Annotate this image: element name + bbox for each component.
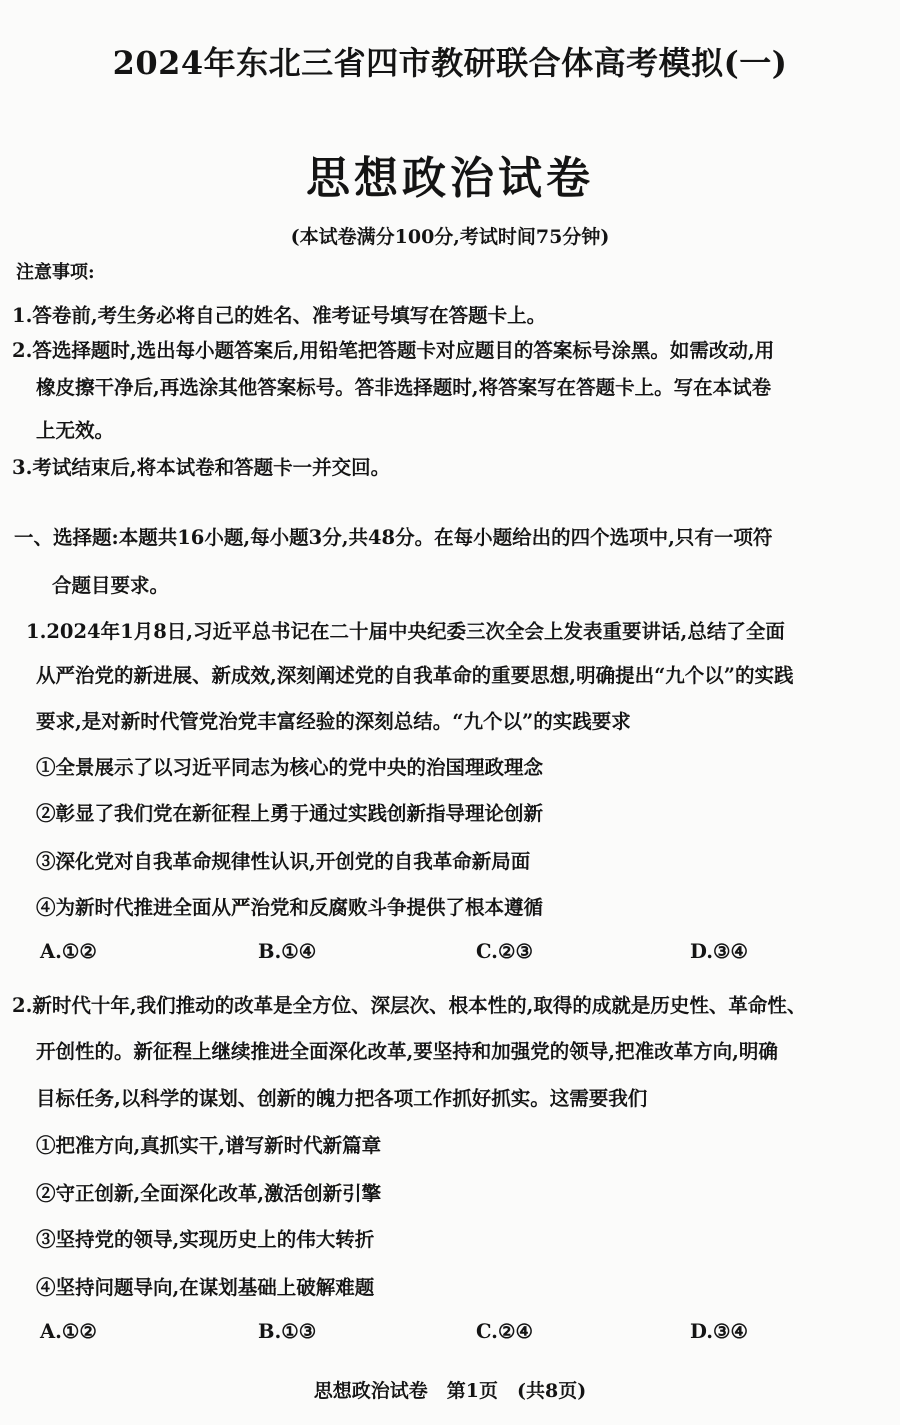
option-c: C.②④ [476,1320,533,1343]
statement: ①把准方向,真抓实干,谱写新时代新篇章 [36,1134,382,1157]
subject-title: 思想政治试卷 [306,153,594,204]
question-stem: 2.新时代十年,我们推动的改革是全方位、深层次、根本性的,取得的成就是历史性、革命性、 [12,994,807,1017]
question-stem: 1.2024年1月8日,习近平总书记在二十届中央纪委三次全会上发表重要讲话,总结了全面 [26,620,785,643]
notes-line: 橡皮擦干净后,再选涂其他答案标号。答非选择题时,将答案写在答题卡上。写在本试卷 [36,376,772,399]
statement: ②守正创新,全面深化改革,激活创新引擎 [36,1182,382,1205]
option-a: A.①② [40,1320,97,1343]
notes-line: 1.答卷前,考生务必将自己的姓名、准考证号填写在答题卡上。 [12,304,547,327]
exam-title: 2024年东北三省四市教研联合体高考模拟(一) [112,44,788,82]
statement: ③深化党对自我革命规律性认识,开创党的自我革命新局面 [36,850,531,873]
notes-line: 3.考试结束后,将本试卷和答题卡一并交回。 [12,456,391,479]
notes-heading: 注意事项: [16,262,95,283]
option-b: B.①③ [258,1320,317,1343]
statement: ②彰显了我们党在新征程上勇于通过实践创新指导理论创新 [36,802,544,825]
option-d: D.③④ [690,1320,748,1343]
statement: ①全景展示了以习近平同志为核心的党中央的治国理政理念 [36,756,544,779]
notes-line: 上无效。 [36,419,115,442]
question-stem: 目标任务,以科学的谋划、创新的魄力把各项工作抓好抓实。这需要我们 [36,1087,648,1110]
question-stem: 要求,是对新时代管党治党丰富经验的深刻总结。“九个以”的实践要求 [36,710,631,733]
statement: ④坚持问题导向,在谋划基础上破解难题 [36,1276,375,1299]
option-b: B.①④ [258,940,317,963]
section-heading: 一、选择题:本题共16小题,每小题3分,共48分。在每小题给出的四个选项中,只有一项符 [14,526,773,549]
option-d: D.③④ [690,940,748,963]
question-stem: 从严治党的新进展、新成效,深刻阐述党的自我革命的重要思想,明确提出“九个以”的实践 [36,664,794,687]
exam-info: (本试卷满分100分,考试时间75分钟) [290,226,610,248]
section-heading-cont: 合题目要求。 [52,574,170,597]
option-a: A.①② [40,940,97,963]
question-stem: 开创性的。新征程上继续推进全面深化改革,要坚持和加强党的领导,把准改革方向,明确 [36,1040,778,1063]
option-c: C.②③ [476,940,533,963]
page-footer: 思想政治试卷 第1页 (共8页) [313,1380,587,1402]
notes-line: 2.答选择题时,选出每小题答案后,用铅笔把答题卡对应题目的答案标号涂黑。如需改动,用 [12,339,775,362]
statement: ③坚持党的领导,实现历史上的伟大转折 [36,1228,375,1251]
statement: ④为新时代推进全面从严治党和反腐败斗争提供了根本遵循 [36,896,544,919]
